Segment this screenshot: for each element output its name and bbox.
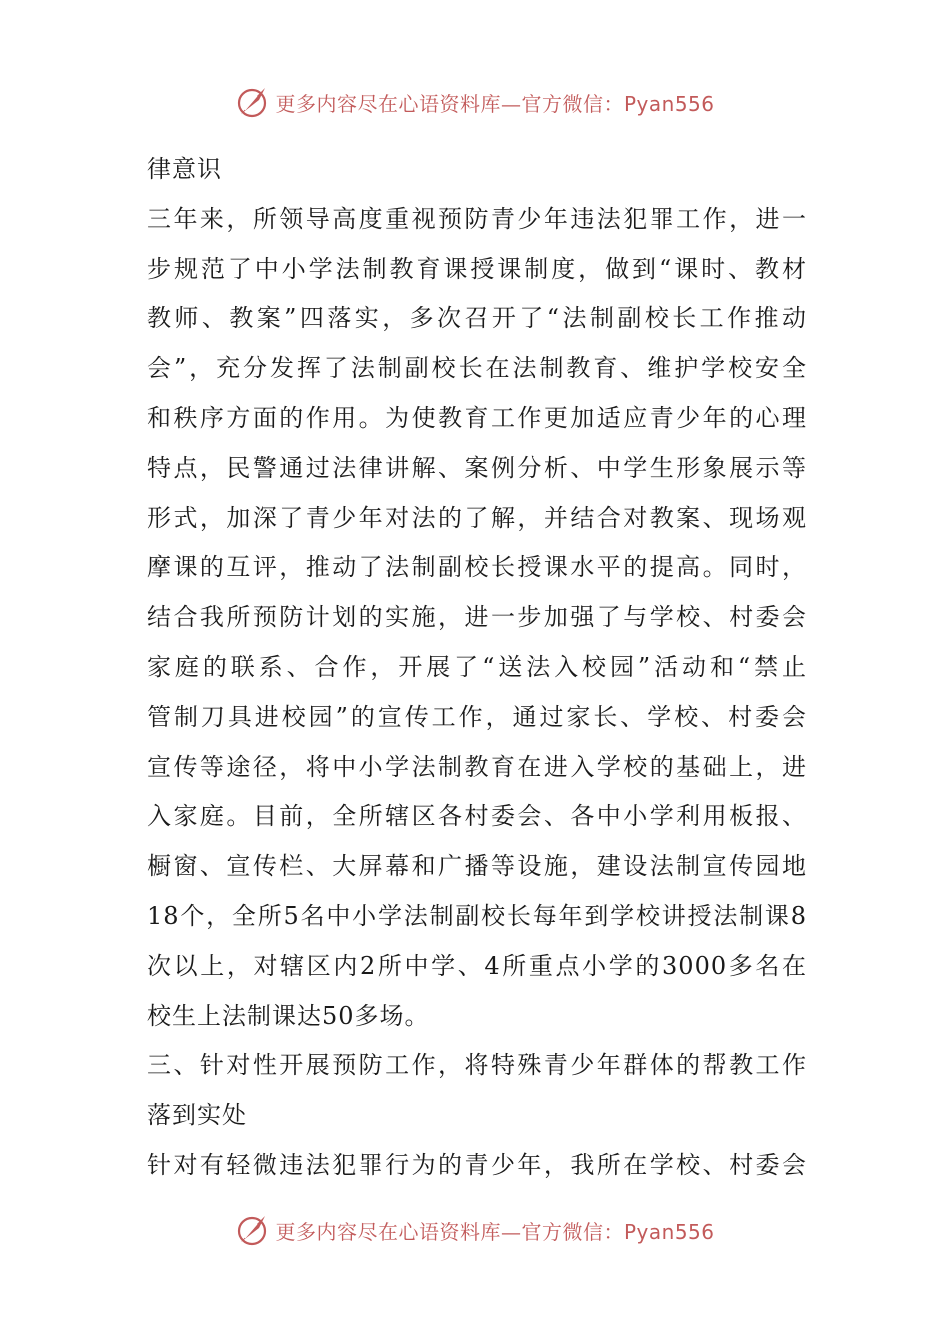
text-line: 结合我所预防计划的实施，进一步加强了与学校、村委会 [147, 603, 807, 632]
text-line: 管制刀具进校园”的宣传工作，通过家长、学校、村委会 [147, 702, 807, 731]
text-line: 家庭的联系、合作，开展了“送法入校园”活动和“禁止 [147, 652, 807, 681]
footer-wechat-id: Pyan556 [623, 1219, 715, 1244]
text-line: 步规范了中小学法制教育课授课制度，做到“课时、教材 [147, 254, 807, 283]
text-line: 针对有轻微违法犯罪行为的青少年，我所在学校、村委会 [147, 1150, 807, 1179]
text-line: 特点，民警通过法律讲解、案例分析、中学生形象展示等 [147, 453, 807, 482]
text-line: 和秩序方面的作用。为使教育工作更加适应青少年的心理 [147, 403, 807, 432]
footer-banner [0, 1210, 950, 1250]
header-banner-text: 更多内容尽在心语资料库—官方微信：Pyan556 [275, 91, 715, 116]
section-heading-line: 三、针对性开展预防工作，将特殊青少年群体的帮教工作 [147, 1051, 807, 1080]
body-text [147, 145, 807, 1191]
text-line: 教师、教案”四落实，多次召开了“法制副校长工作推动 [147, 304, 807, 333]
header-banner [0, 82, 950, 122]
text-line: 会”，充分发挥了法制副校长在法制教育、维护学校安全 [147, 354, 807, 383]
text-line: 宣传等途径，将中小学法制教育在进入学校的基础上，进 [147, 752, 807, 781]
text-line: 形式，加深了青少年对法的了解，并结合对教案、现场观 [147, 503, 807, 532]
text-line: 入家庭。目前，全所辖区各村委会、各中小学利用板报、 [147, 802, 807, 831]
section-heading-line: 落到实处 [147, 1101, 247, 1130]
text-line: 律意识 [147, 155, 222, 183]
text-line: 摩课的互评，推动了法制副校长授课水平的提高。同时， [147, 553, 807, 582]
footer-banner-text: 更多内容尽在心语资料库—官方微信：Pyan556 [275, 1219, 715, 1244]
quill-logo-icon [235, 84, 271, 120]
text-line: 橱窗、宣传栏、大屏幕和广播等设施，建设法制宣传园地 [147, 852, 807, 881]
quill-logo-icon [235, 1212, 271, 1248]
header-wechat-id: Pyan556 [623, 91, 715, 116]
text-line: 校生上法制课达50多场。 [147, 1001, 430, 1030]
text-line: 次以上，对辖区内2所中学、4所重点小学的3000多名在 [147, 951, 807, 980]
text-line: 三年来，所领导高度重视预防青少年违法犯罪工作，进一 [147, 204, 807, 233]
text-line: 18个，全所5名中小学法制副校长每年到学校讲授法制课8 [147, 901, 807, 930]
